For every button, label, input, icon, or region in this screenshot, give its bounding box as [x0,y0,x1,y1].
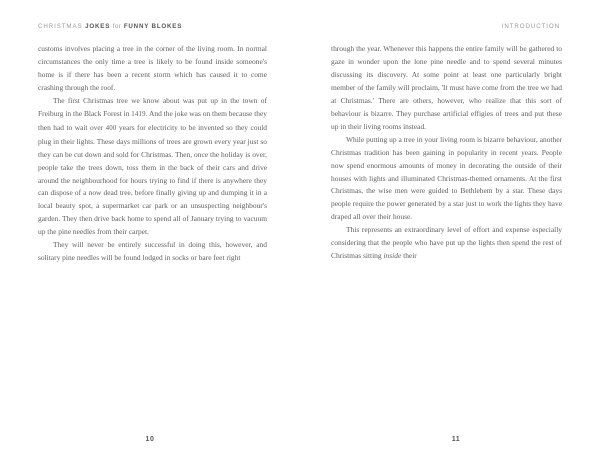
running-head-introduction: INTRODUCTION [501,23,560,30]
right-column-body [331,43,562,263]
oldstyle-number: 1419 [131,110,146,118]
emphasis-inside: inside [383,251,402,261]
running-head-jokes: JOKES [85,23,111,30]
running-head-funny-blokes: FUNNY BLOKES [123,23,183,30]
page-number-right: 11 [451,436,461,443]
paragraph: The first Christmas tree we know about was put up in the town of Freiburg in the Black Forest in 1419. And the joke was on them because they then had to wait over 400 years for electricity to be invented so they could plug in their lights. These days millions of trees are grown every year just so they can be cut down and sold for Christmas. Then, once the holiday is over, people take the trees down, toss them in the back of their cars and drive around the neighbourhood for hours trying to find if there is anywhere they can dispose of a now dead tree, before finally giving up and dumping it in a local beauty spot, a supermarket car park or an unsuspecting neighbour's garden. They then drive back home to spend all of January trying to vacuum up the pine needles from their carpet. [38,95,267,237]
paragraph: customs involves placing a tree in the corner of the living room. In normal circumstances the only time a tree is likely to be found inside someone's home is if there has been a recent storm which has caused it to come crashing through the roof. [38,44,267,92]
paragraph: through the year. Whenever this happens the entire family will be gathered to gaze in wonder upon the lone pine needle and to spend several minutes discussing its discovery. At some point at least one particularly bright member of the family will proclaim, 'It must have come from the tree we had at Christmas.' There are others, however, who realize that this sort of behaviour is bizarre. They purchase artificial effigies of trees and put these up in their living rooms instead. [331,44,562,131]
left-column-body [38,43,267,265]
right-page [300,0,600,460]
running-head-for: for [112,23,122,30]
oldstyle-number: 400 [105,124,117,132]
running-head-left [38,22,267,32]
paragraph: They will never be entirely successful in doing this, however, and solitary pine needles will be found lodged in socks or bare feet right [38,240,267,263]
paragraph: While putting up a tree in your living room is bizarre behaviour, another Christmas tradition has been gaining in popularity in recent years. People now spend enormous amounts of money in decorating the outside of their houses with lights and illuminated Christmas-themed ornaments. At the first Christmas, the wise men were guided to Bethlehem by a star. These days people require the power generated by a star just to work the lights they have draped all over their house. [331,134,562,222]
page-number-left: 10 [145,436,155,443]
running-head-christmas: CHRISTMAS [38,23,83,30]
paragraph: This represents an extraordinary level of effort and expense especially considering that the people who have put up the lights then spend the rest of Christmas sitting inside their [331,225,562,261]
running-head-right [331,22,562,32]
